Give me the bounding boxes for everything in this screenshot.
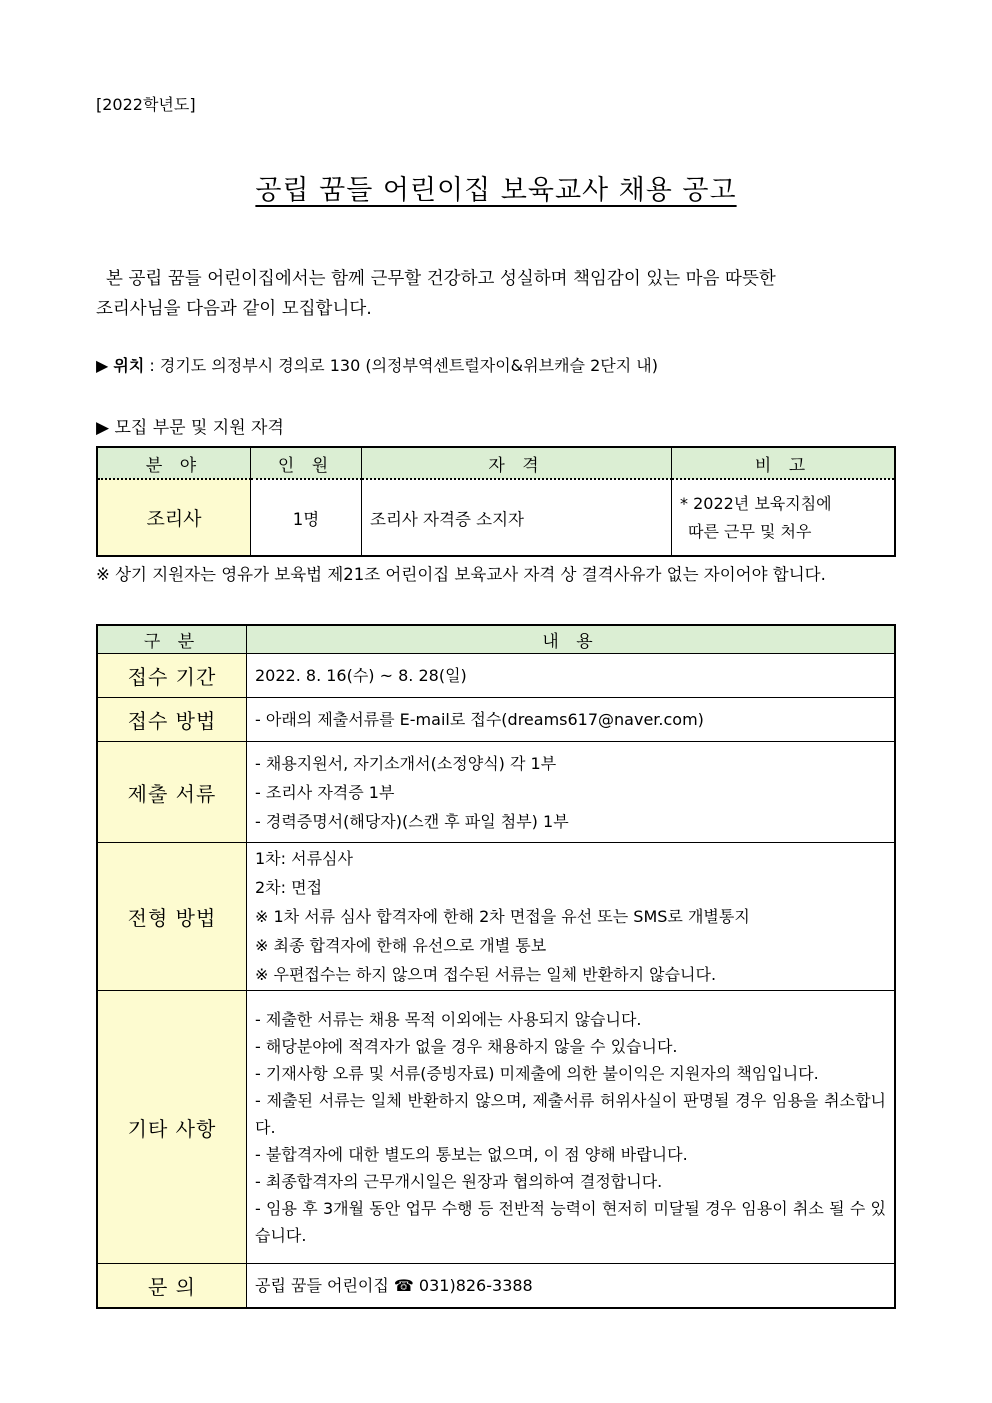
etc-item: - 임용 후 3개월 동안 업무 수행 등 전반적 능력이 현저히 미달될 경우 임용이 취소 될 수 있습니다.: [255, 1198, 886, 1245]
etc-item: - 최종합격자의 근무개시일은 원장과 협의하여 결정합니다.: [255, 1171, 663, 1191]
selection-item: ※ 최종 합격자에 한해 유선으로 개별 통보: [255, 936, 547, 955]
period-label: 접수 기간: [97, 654, 247, 698]
header-content: 내 용: [247, 625, 896, 654]
selection-item: ※ 1차 서류 심사 합격자에 한해 2차 면접을 유선 또는 SMS로 개별통지: [255, 907, 750, 926]
etc-list: [247, 991, 896, 1264]
etc-label: 기타 사항: [97, 991, 247, 1264]
selection-item: 2차: 면접: [255, 878, 323, 897]
eligibility-note: ※ 상기 지원자는 영유가 보육법 제21조 어린이집 보육교사 자격 상 결격사유가 없는 자이어야 합니다.: [96, 565, 826, 584]
selection-item: ※ 우편접수는 하지 않으며 접수된 서류는 일체 반환하지 않습니다.: [255, 965, 717, 984]
header-qualification: 자 격: [362, 447, 672, 479]
row-selection: [97, 843, 895, 991]
section-heading: [96, 413, 284, 438]
location-bullet: ▶: [96, 356, 109, 375]
contact-value: 공립 꿈들 어린이집 ☎ 031)826-3388: [247, 1264, 896, 1308]
docs-label: 제출 서류: [97, 742, 247, 843]
cell-remark: [672, 479, 896, 556]
header-count: 인 원: [251, 447, 362, 479]
selection-label: 전형 방법: [97, 843, 247, 991]
location-label: 위치: [113, 356, 145, 375]
docs-item: - 경력증명서(해당자)(스캔 후 파일 첨부) 1부: [255, 811, 569, 831]
location-line: [96, 353, 658, 376]
location-value: 경기도 의정부시 경의로 130 (의정부역센트럴자이&위브캐슬 2단지 내): [159, 356, 658, 375]
section-bullet: ▶: [96, 418, 110, 438]
contact-label: 문 의: [97, 1264, 247, 1308]
header-field: 분 야: [97, 447, 251, 479]
etc-item: - 불합격자에 대한 별도의 통보는 없으며, 이 점 양해 바랍니다.: [255, 1144, 688, 1164]
recruit-table: [96, 446, 896, 557]
docs-list: [247, 742, 896, 843]
cell-qualification: 조리사 자격증 소지자: [362, 479, 672, 556]
header-remark: 비 고: [672, 447, 896, 479]
row-docs: [97, 742, 895, 843]
header-category: 구 분: [97, 625, 247, 654]
row-etc: [97, 991, 895, 1264]
cell-count: 1명: [251, 479, 362, 556]
etc-item: - 해당분야에 적격자가 없을 경우 채용하지 않을 수 있습니다.: [255, 1036, 678, 1056]
section-label: 모집 부문 및 지원 자격: [114, 418, 284, 438]
selection-list: [247, 843, 896, 991]
intro-line-2: 조리사님을 다음과 같이 모집합니다.: [96, 299, 372, 319]
docs-item: - 조리사 자격증 1부: [255, 782, 395, 802]
method-value: - 아래의 제출서류를 E-mail로 접수(dreams617@naver.com): [247, 698, 896, 742]
page-title: [0, 168, 992, 207]
location-separator: :: [144, 356, 160, 375]
title-text: 공립 꿈들 어린이집 보육교사 채용 공고: [255, 175, 737, 206]
intro-paragraph: [96, 264, 896, 324]
recruit-header-row: [97, 447, 895, 479]
detail-header-row: [97, 625, 895, 654]
row-contact: [97, 1264, 895, 1308]
selection-item: 1차: 서류심사: [255, 849, 353, 868]
period-value: 2022. 8. 16(수) ~ 8. 28(일): [247, 654, 896, 698]
remark-line-1: * 2022년 보육지침에: [680, 493, 832, 513]
cell-field: 조리사: [97, 479, 251, 556]
etc-item: - 제출된 서류는 일체 반환하지 않으며, 제출서류 허위사실이 판명될 경우 임용을 취소합니다.: [255, 1090, 886, 1137]
year-label: [2022학년도]: [96, 95, 196, 114]
remark-line-2: 따른 근무 및 처우: [688, 521, 812, 541]
method-label: 접수 방법: [97, 698, 247, 742]
etc-item: - 제출한 서류는 채용 목적 이외에는 사용되지 않습니다.: [255, 1009, 642, 1029]
etc-item: - 기재사항 오류 및 서류(증빙자료) 미제출에 의한 불이익은 지원자의 책임입니다.: [255, 1063, 819, 1083]
detail-table: [96, 624, 896, 1309]
row-period: [97, 654, 895, 698]
row-method: [97, 698, 895, 742]
intro-line-1: 본 공립 꿈들 어린이집에서는 함께 근무할 건강하고 성실하며 책임감이 있는 마음 따뜻한: [106, 269, 776, 289]
docs-item: - 채용지원서, 자기소개서(소정양식) 각 1부: [255, 753, 557, 773]
recruit-row: [97, 479, 895, 556]
